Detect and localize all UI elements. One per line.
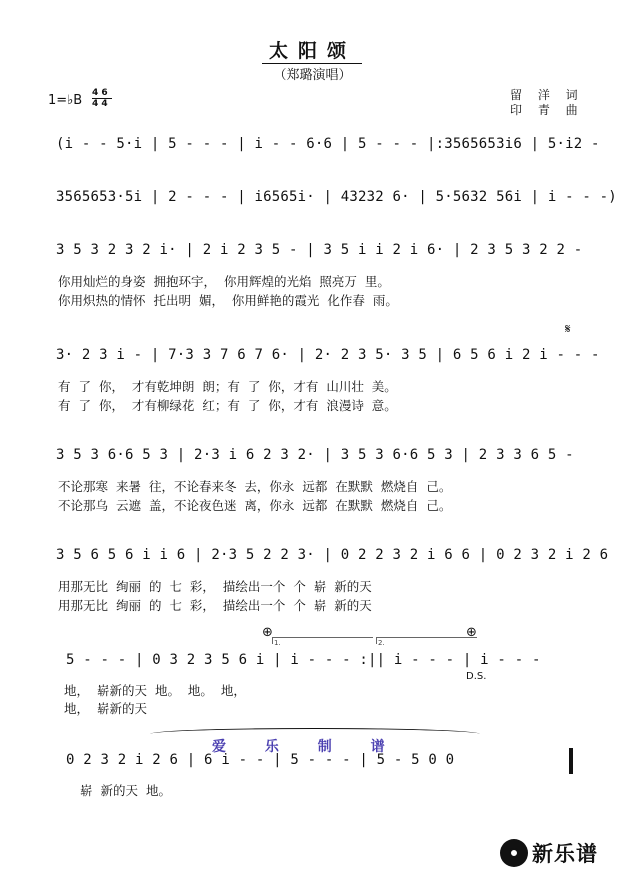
notation-row-1: (i - - 5·i | 5 - - - | i - - 6·6 | 5 - - - |:3565653i6 | 5·i2 -: [56, 136, 600, 152]
key-signature: 1=♭B: [48, 93, 83, 108]
watermark-char: 乐: [264, 739, 279, 755]
volta-bracket-2: [376, 637, 477, 644]
lyric-row-7-verse-2: 地， 崭新的天: [64, 701, 147, 716]
site-logo: [500, 838, 598, 868]
segno-icon: 𝄋: [565, 322, 571, 337]
notation-row-7: 5 - - - | 0 3 2 3 5 6 i | i - - - :|| i - - - | i - - -: [66, 652, 541, 668]
lyric-row-5-verse-1: 不论那寒 来暑 往，不论春来冬 去，你永 远都 在默默 燃烧自 己。: [58, 479, 452, 494]
music-disc-icon: [500, 839, 528, 867]
composer-credit: 印 青 曲: [510, 103, 584, 117]
song-title: 太阳颂: [268, 40, 356, 62]
watermark-char: 谱: [370, 739, 385, 755]
volta-bracket-1: [272, 637, 373, 644]
notation-row-2: 3565653·5i | 2 - - - | i6565i· | 43232 6· | 5·5632 56i | i - - -): [56, 189, 617, 205]
lyric-row-6-verse-1: 用那无比 绚丽 的 七 彩， 描绘出一个 个 崭 新的天: [58, 579, 372, 594]
notation-row-8: 0 2 3 2 i 2 6 | 6 i - - | 5 - - - | 5 - 5 0 0: [66, 752, 455, 768]
lyric-row-4-verse-1: 有 了 你， 才有乾坤朗 朗；有 了 你，才有 山川壮 美。: [58, 379, 397, 394]
logo-text: 新乐谱: [532, 842, 598, 866]
final-barline: [569, 748, 573, 774]
dal-segno-mark: D.S.: [466, 671, 487, 682]
time-signature: [92, 88, 112, 109]
watermark-char: 制: [317, 739, 332, 755]
volta-label-2: 2.: [378, 639, 385, 647]
lyricist-credit: 留 洋 词: [510, 88, 584, 102]
lyric-row-5-verse-2: 不论那乌 云遮 盖，不论夜色迷 离，你永 远都 在默默 燃烧自 己。: [58, 498, 452, 513]
time-signature-top: 4 6: [92, 88, 108, 98]
lyric-row-3-verse-2: 你用炽热的情怀 托出明 媚， 你用鲜艳的霞光 化作春 雨。: [58, 293, 398, 308]
coda-icon: ⊕: [466, 625, 477, 640]
lyric-row-8-verse-1: 崭 新的天 地。: [80, 783, 171, 798]
phrase-slur: [150, 728, 480, 734]
lyric-row-7-verse-1: 地， 崭新的天 地。 地。 地，: [64, 683, 246, 698]
lyric-row-6-verse-2: 用那无比 绚丽 的 七 彩， 描绘出一个 个 崭 新的天: [58, 598, 372, 613]
watermark-char: 爱: [212, 739, 226, 755]
notation-row-6: 3 5 6 5 6 i i 6 | 2·3 5 2 2 3· | 0 2 2 3 2 i 6 6 | 0 2 3 2 i 2 6: [56, 547, 609, 563]
coda-icon: ⊕: [262, 625, 273, 640]
lyric-row-3-verse-1: 你用灿烂的身姿 拥抱环宇， 你用辉煌的光焰 照亮万 里。: [58, 274, 390, 289]
volta-label-1: 1.: [274, 639, 281, 647]
notation-row-5: 3 5 3 6·6 5 3 | 2·3 i 6 2 3 2· | 3 5 3 6·6 5 3 | 2 3 3 6 5 -: [56, 447, 574, 463]
notation-row-3: 3 5 3 2 3 2 i· | 2 i 2 3 5 - | 3 5 i i 2 i 6· | 2 3 5 3 2 2 -: [56, 242, 583, 258]
notation-row-4: 3· 2 3 i - | 7·3 3 7 6 7 6· | 2· 2 3 5· 3 5 | 6 5 6 i 2 i - - -: [56, 347, 600, 363]
time-signature-bottom: 4 4: [92, 99, 108, 109]
lyric-row-4-verse-2: 有 了 你， 才有柳绿花 红；有 了 你，才有 浪漫诗 意。: [58, 398, 397, 413]
song-subtitle: （郑璐演唱）: [273, 68, 352, 83]
